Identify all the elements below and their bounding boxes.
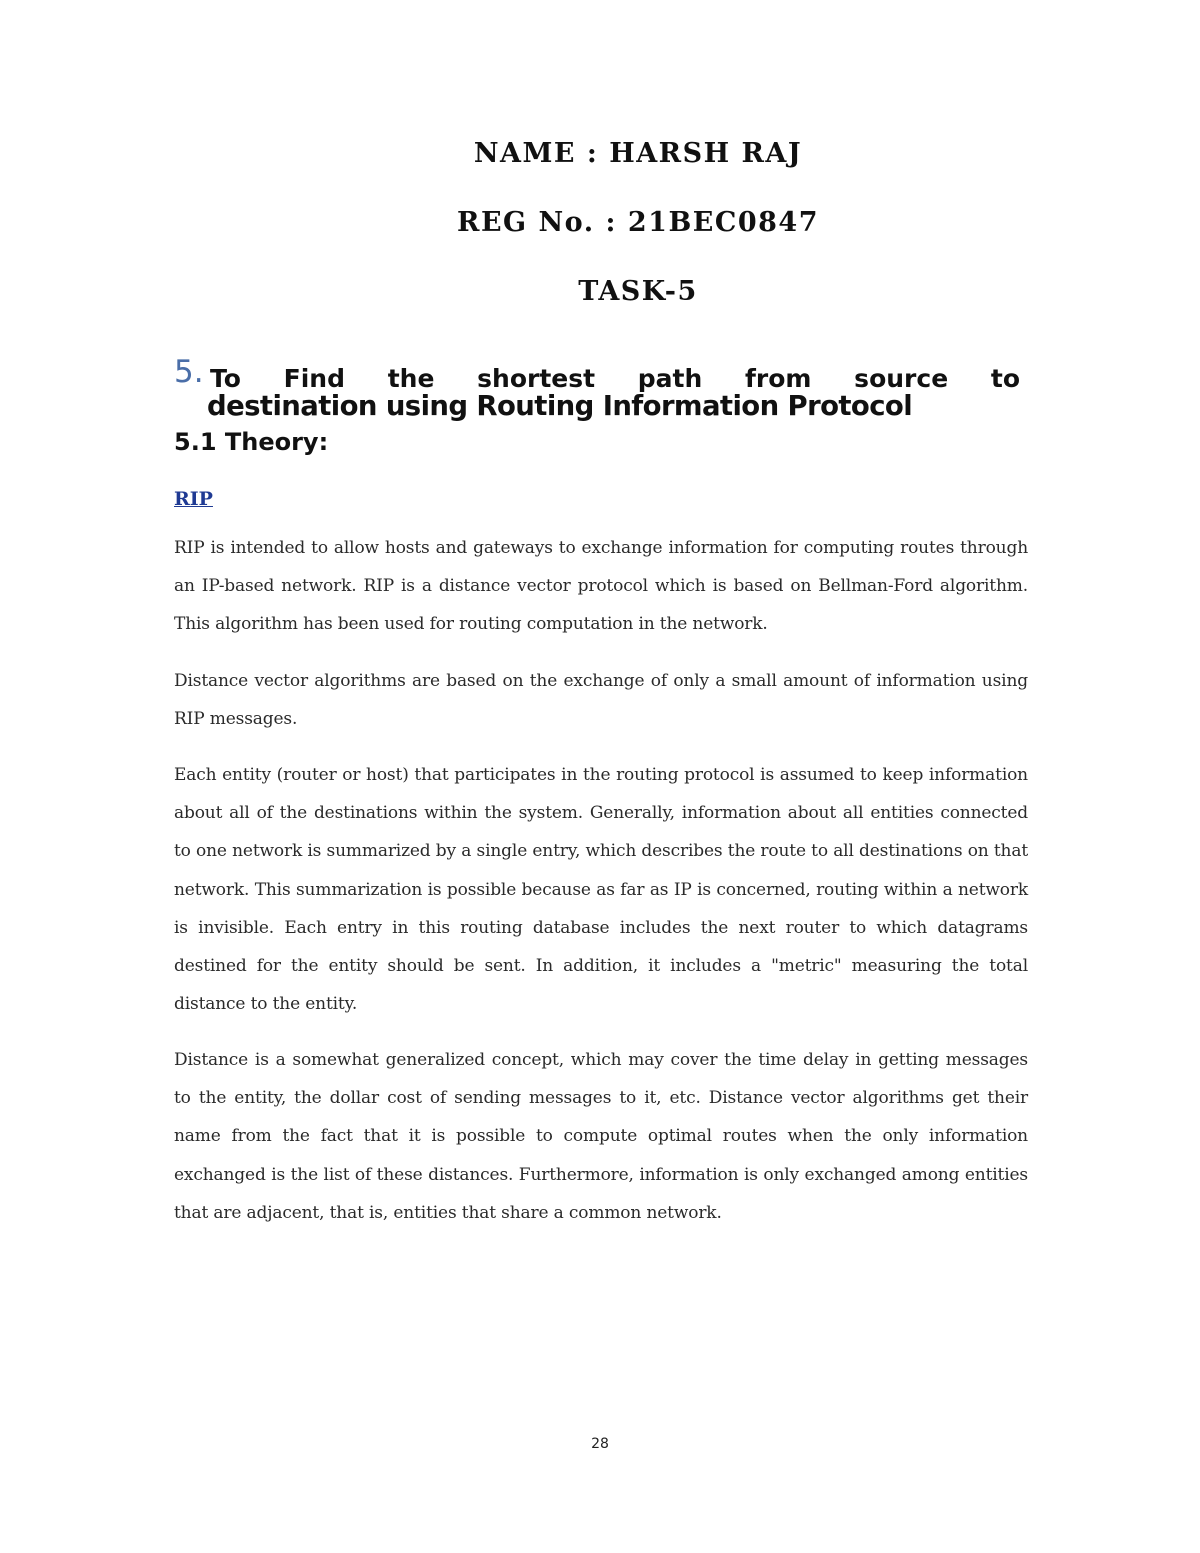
paragraph-entity-info: Each entity (router or host) that participates in the routing protocol is assumed to keep information about all of the destinations within the system. Generally, information about all entities connected to one network is summarized by a single entry, which describes the route to all destinations on that network. This summarization is possible because as far as IP is concerned, routing within a network is invisible. Each entry in this routing database includes the next router to which datagrams destined for the entity should be sent. In addition, it includes a "metric" measuring the total distance to the entity.	[174, 765, 1028, 1015]
rip-link[interactable]: RIP	[174, 488, 213, 510]
registration-number: REG No. : 21BEC0847	[457, 207, 819, 238]
task-title: TASK-5	[578, 276, 698, 307]
paragraph-distance-vector: Distance vector algorithms are based on the exchange of only a small amount of information using RIP messages.	[174, 671, 1028, 730]
heading-title-line-1: To Find the shortest path from source to	[210, 364, 1020, 393]
page-number: 28	[591, 1436, 609, 1452]
paragraph-rip-intro: RIP is intended to allow hosts and gateways to exchange information for computing routes through an IP-based network. RIP is a distance vector protocol which is based on Bellman-Ford algorithm. This algorithm has been used for routing computation in the network.	[174, 538, 1028, 635]
heading-title-line-2: destination using Routing Information Protocol	[207, 390, 913, 422]
section-title: 5.1 Theory:	[174, 428, 329, 456]
paragraph-distance-concept: Distance is a somewhat generalized concept, which may cover the time delay in getting messages to the entity, the dollar cost of sending messages to it, etc. Distance vector algorithms get their name from the fact that it is possible to compute optimal routes when the only information exchanged is the list of these distances. Furthermore, information is only exchanged among entities that are adjacent, that is, entities that share a common network.	[174, 1050, 1028, 1223]
heading-number: 5.	[174, 354, 204, 390]
student-name: NAME : HARSH RAJ	[473, 138, 803, 169]
